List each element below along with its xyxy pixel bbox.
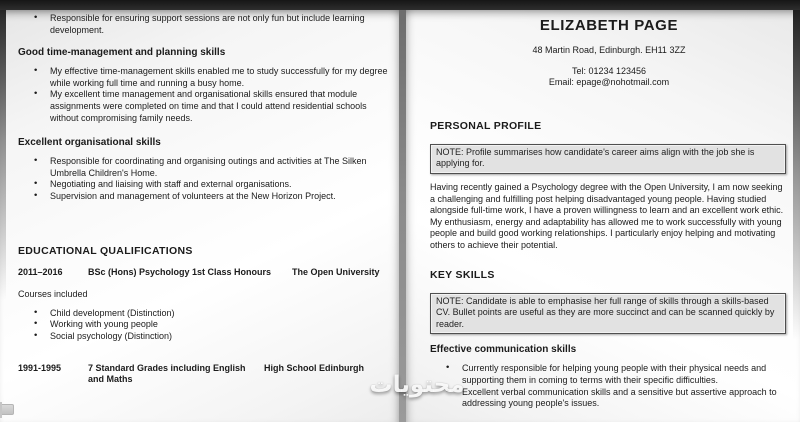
candidate-phone: Tel: 01234 123456 bbox=[571, 65, 647, 76]
arabic-watermark: محتويات bbox=[369, 372, 465, 398]
candidate-address: 48 Martin Road, Edinburgh. EH11 3ZZ bbox=[532, 45, 686, 55]
bullet-text: Child development (Distinction) bbox=[50, 307, 175, 318]
section-heading-personal-profile: PERSONAL PROFILE bbox=[430, 119, 542, 132]
education-school: High School Edinburgh bbox=[264, 362, 364, 373]
section-heading-communication: Effective communication skills bbox=[430, 344, 577, 356]
section-heading-organisational: Excellent organisational skills bbox=[18, 137, 161, 149]
photo-dark-top-edge bbox=[0, 0, 800, 10]
key-skills-note-box: NOTE: Candidate is able to emphasise her full range of skills through a skills-based CV. Bullet points are useful as they are more succinct and can be scanned quickly by reader. bbox=[430, 293, 786, 335]
bullet-item bbox=[430, 363, 788, 386]
bullet-text: Responsible for coordinating and organising outings and activities at The Silken Umbrella Children's Home. bbox=[50, 156, 367, 178]
bullet-item bbox=[18, 191, 388, 203]
cv-page-left bbox=[0, 10, 399, 422]
section-heading-time-management: Good time-management and planning skills bbox=[18, 47, 226, 59]
paper-clip-icon bbox=[0, 404, 14, 415]
bullet-item bbox=[18, 308, 388, 320]
section-heading-educational-qualifications: EDUCATIONAL QUALIFICATIONS bbox=[18, 244, 193, 257]
bullet-item bbox=[18, 331, 388, 343]
education-years: 1991-1995 bbox=[18, 362, 62, 373]
bullet-text: Negotiating and liaising with staff and external organisations. bbox=[50, 179, 292, 190]
bullet-text: My excellent time management and organisational skills ensured that module assignments were completed on time and that I could attend residential schools without compromising family needs. bbox=[50, 89, 367, 123]
section-heading-key-skills: KEY SKILLS bbox=[430, 268, 495, 281]
profile-note-box: NOTE: Profile summarises how candidate's career aims align with the job she is applying for. bbox=[430, 144, 786, 174]
bullet-item bbox=[18, 13, 388, 36]
bullet-item bbox=[18, 156, 388, 179]
photo-dark-right-edge bbox=[793, 10, 800, 340]
bullet-text: Social psychology (Distinction) bbox=[50, 330, 173, 341]
education-title: BSc (Hons) Psychology 1st Class Honours bbox=[88, 266, 272, 277]
education-years: 2011–2016 bbox=[18, 266, 63, 277]
book-spine-divider bbox=[399, 10, 406, 422]
bullet-item bbox=[18, 319, 388, 331]
bullet-text: Responsible for ensuring support sessions are not only fun but include learning development. bbox=[50, 13, 365, 35]
courses-label: Courses included bbox=[18, 289, 88, 300]
candidate-email: Email: epage@nohotmail.com bbox=[548, 77, 670, 88]
education-entry-standard-grades bbox=[18, 363, 388, 386]
education-entry-degree bbox=[18, 267, 388, 279]
bullet-item bbox=[18, 89, 388, 124]
candidate-name: ELIZABETH PAGE bbox=[539, 17, 679, 34]
bullet-text: Excellent verbal communication skills and a sensitive but assertive approach to addressing young people's issues. bbox=[462, 386, 777, 409]
education-school: The Open University bbox=[292, 266, 380, 277]
bullet-text: Working with young people bbox=[50, 319, 158, 330]
bullet-item bbox=[430, 387, 788, 410]
bullet-text: Currently responsible for helping young people with their physical needs and supporting them in coming to terms with their specific difficulties. bbox=[462, 363, 767, 385]
bullet-text: Supervision and management of volunteers at the New Horizon Project. bbox=[50, 190, 336, 201]
education-title: 7 Standard Grades including English and Maths bbox=[88, 362, 246, 385]
photo-dark-left-edge bbox=[0, 10, 6, 300]
profile-paragraph: Having recently gained a Psychology degree with the Open University, I am now seeking a challenging and fulfilling post helping disadvantaged young people. Having studied alongside full-time work, I have a proven willingness to learn and an excellent work ethic. My enthusiasm, energy and adaptability has allowed me to work successfully with young people and build good working relationships. I particularly enjoy helping and motivating others to achieve their potential. bbox=[430, 181, 784, 250]
bullet-item bbox=[18, 66, 388, 89]
bullet-item bbox=[18, 179, 388, 191]
bullet-text: My effective time-management skills enabled me to study successfully for my degree while working full time and running a busy home. bbox=[50, 66, 388, 88]
cv-page-right bbox=[406, 10, 800, 422]
